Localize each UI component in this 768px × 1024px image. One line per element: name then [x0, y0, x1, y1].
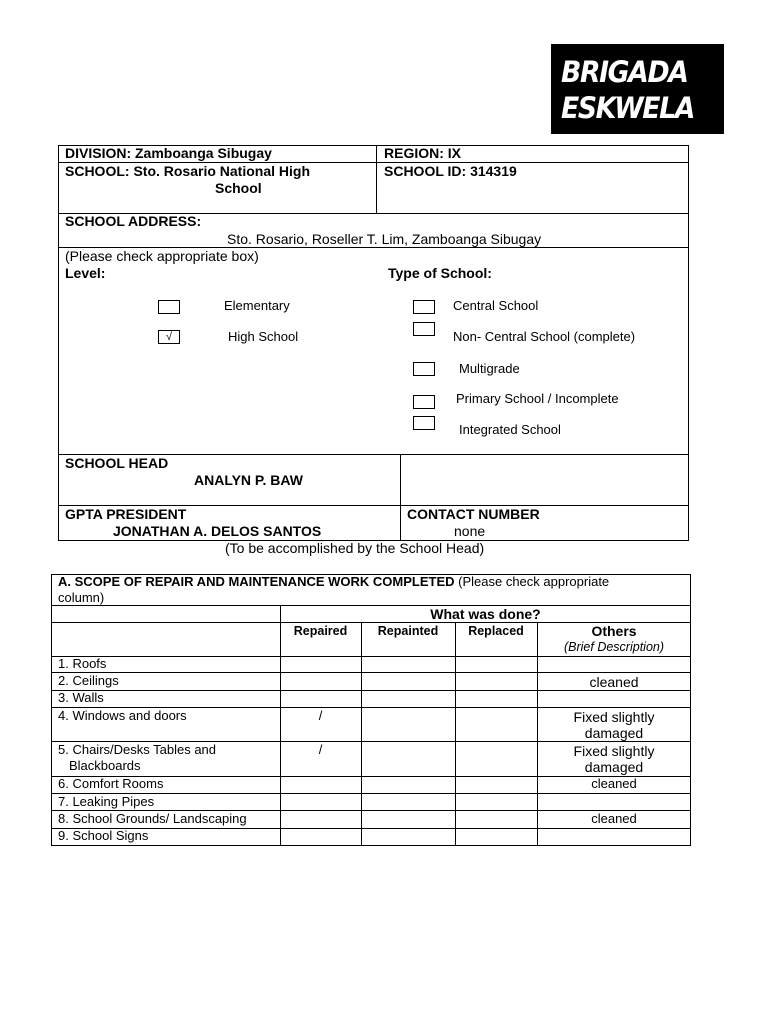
scope-title [58, 574, 609, 589]
table-row-others: cleaned [591, 811, 637, 826]
table-row-others: cleaned [591, 776, 637, 791]
col-replaced-header: Replaced [468, 624, 524, 638]
multigrade-checkbox[interactable] [413, 362, 435, 376]
school-head-label: SCHOOL HEAD [65, 455, 169, 471]
address-value: Sto. Rosario, Roseller T. Lim, Zamboanga Sibugay [227, 231, 542, 247]
scope-title-line2: column) [58, 590, 105, 605]
table-row-repaired: / [318, 742, 323, 757]
table-row-item: 9. School Signs [58, 828, 149, 843]
table-row-others-line2: damaged [584, 759, 644, 775]
table-row-item: 7. Leaking Pipes [58, 794, 155, 809]
multigrade-label: Multigrade [459, 361, 520, 376]
table-row-others: Fixed slightly [573, 743, 655, 759]
col-others-subheader: (Brief Description) [563, 640, 665, 654]
col-others-header: Others [591, 623, 637, 639]
table-row-others: Fixed slightly [573, 709, 655, 725]
scope-title-bold: A. SCOPE OF REPAIR AND MAINTENANCE WORK COMPLETED [58, 574, 455, 589]
col-repaired-header: Repaired [293, 624, 348, 638]
non-central-school-checkbox[interactable] [413, 322, 435, 336]
what-was-done-header: What was done? [430, 606, 541, 622]
school-id-field: SCHOOL ID: 314319 [384, 163, 517, 179]
central-school-checkbox[interactable] [413, 300, 435, 314]
school-field-line2: School [215, 180, 262, 196]
col-repainted-header: Repainted [377, 624, 439, 638]
table-row-others: cleaned [589, 674, 639, 690]
footnote: (To be accomplished by the School Head) [225, 540, 485, 556]
gpta-president-name: JONATHAN A. DELOS SANTOS [113, 523, 322, 539]
logo-line-1: BRIGADA [561, 55, 688, 89]
non-central-school-label: Non- Central School (complete) [453, 329, 636, 344]
table-row-item: 1. Roofs [58, 656, 107, 671]
integrated-school-checkbox[interactable] [413, 416, 435, 430]
scope-title-rest: (Please check appropriate [454, 574, 610, 589]
level-label: Level: [65, 265, 106, 281]
gpta-president-label: GPTA PRESIDENT [65, 506, 187, 522]
table-row-item: 5. Chairs/Desks Tables and [58, 742, 217, 757]
table-row-item: 8. School Grounds/ Landscaping [58, 811, 247, 826]
type-label: Type of School: [388, 265, 492, 281]
primary-school-checkbox[interactable] [413, 395, 435, 409]
school-head-name: ANALYN P. BAW [194, 472, 303, 488]
contact-number-label: CONTACT NUMBER [407, 506, 540, 522]
logo-line-2: ESKWELA [561, 91, 695, 125]
check-note: (Please check appropriate box) [65, 248, 259, 264]
contact-number-value: none [454, 523, 486, 539]
elementary-label: Elementary [224, 298, 290, 313]
brigada-eskwela-logo [551, 44, 724, 134]
table-row-repaired: / [318, 708, 323, 723]
elementary-checkbox[interactable] [158, 300, 180, 314]
primary-school-label: Primary School / Incomplete [456, 391, 619, 406]
address-label: SCHOOL ADDRESS: [65, 213, 202, 229]
school-field: SCHOOL: Sto. Rosario National High [65, 163, 311, 179]
high-school-label: High School [228, 329, 299, 344]
region-field: REGION: IX [384, 145, 462, 161]
high-school-checkbox[interactable]: √ [158, 330, 180, 344]
table-row-item: 6. Comfort Rooms [58, 776, 164, 791]
table-row-item: 3. Walls [58, 690, 104, 705]
division-field: DIVISION: Zamboanga Sibugay [65, 145, 272, 161]
central-school-label: Central School [453, 298, 539, 313]
integrated-school-label: Integrated School [459, 422, 561, 437]
table-row-item: 4. Windows and doors [58, 708, 187, 723]
table-row-item-line2: Blackboards [69, 758, 141, 773]
table-row-others-line2: damaged [584, 725, 644, 741]
table-row-item: 2. Ceilings [58, 673, 119, 688]
